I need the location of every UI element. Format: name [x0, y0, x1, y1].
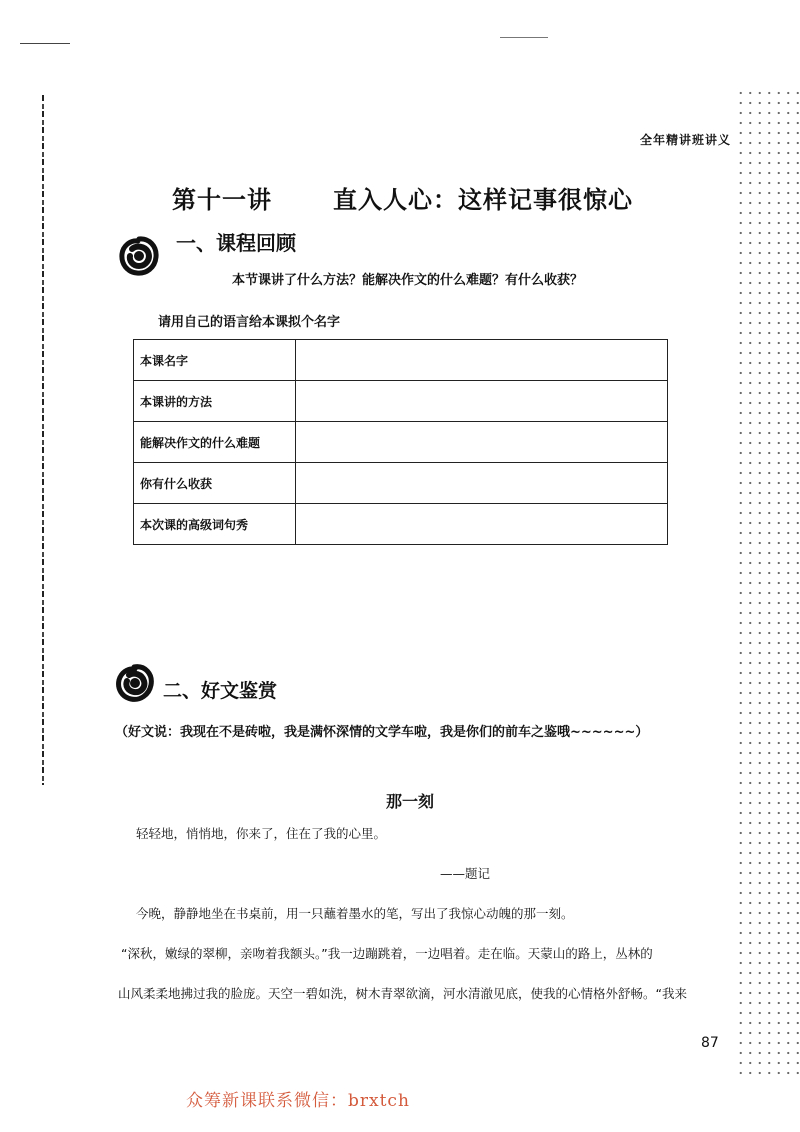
table-caption: 请用自己的语言给本课拟个名字 [158, 315, 341, 330]
review-prompt: 本节课讲了什么方法？能解决作文的什么难题？有什么收获？ [232, 273, 584, 288]
watermark-text: 众筹新课联系微信：brxtch [186, 1091, 410, 1111]
answer-cell[interactable] [296, 504, 668, 545]
table-row [134, 381, 668, 422]
epigraph-signature: ——题记 [440, 866, 491, 881]
answer-cell[interactable] [296, 422, 668, 463]
section-heading-appreciation: 二、好文鉴赏 [163, 680, 278, 702]
row-label: 本课名字 [134, 340, 296, 381]
answer-cell[interactable] [296, 381, 668, 422]
essay-paragraph: 今晚，静静地坐在书桌前，用一只蘸着墨水的笔，写出了我惊心动魄的那一刻。 [136, 906, 574, 921]
ink-circle-icon [114, 662, 156, 704]
page-number: 87 [701, 1035, 719, 1051]
binding-margin-line [42, 95, 44, 785]
dotted-margin-pattern [736, 88, 800, 1078]
table-row [134, 504, 668, 545]
table-row [134, 422, 668, 463]
lesson-title: 直入人心：这样记事很惊心 [333, 186, 633, 214]
row-label: 你有什么收获 [134, 463, 296, 504]
table-row [134, 463, 668, 504]
section-heading-review: 一、课程回顾 [176, 231, 296, 255]
essay-paragraph: “深秋，嫩绿的翠柳，亲吻着我额头。”我一边蹦跳着，一边唱着。走在临。天蒙山的路上，丛林的 [121, 946, 653, 961]
running-header: 全年精讲班讲义 [640, 133, 732, 147]
essay-paragraph: 山风柔柔地拂过我的脸庞。天空一碧如洗，树木青翠欲滴，河水清澈见底，使我的心情格外舒畅。“我来 [118, 986, 687, 1001]
scan-mark-top-center [500, 37, 548, 38]
row-label: 本次课的高级词句秀 [134, 504, 296, 545]
table-row [134, 340, 668, 381]
scan-mark-top-left [20, 43, 70, 44]
lesson-number: 第十一讲 [172, 186, 272, 214]
answer-cell[interactable] [296, 463, 668, 504]
essay-epigraph: 轻轻地，悄悄地，你来了，住在了我的心里。 [136, 826, 387, 841]
row-label: 本课讲的方法 [134, 381, 296, 422]
ink-circle-icon [118, 235, 160, 277]
row-label: 能解决作文的什么难题 [134, 422, 296, 463]
review-table [133, 339, 668, 545]
essay-quote-note: （好文说：我现在不是砖啦，我是满怀深情的文学车啦，我是你们的前车之鉴哦~~~~~~） [115, 725, 649, 740]
answer-cell[interactable] [296, 340, 668, 381]
essay-title: 那一刻 [386, 792, 435, 811]
